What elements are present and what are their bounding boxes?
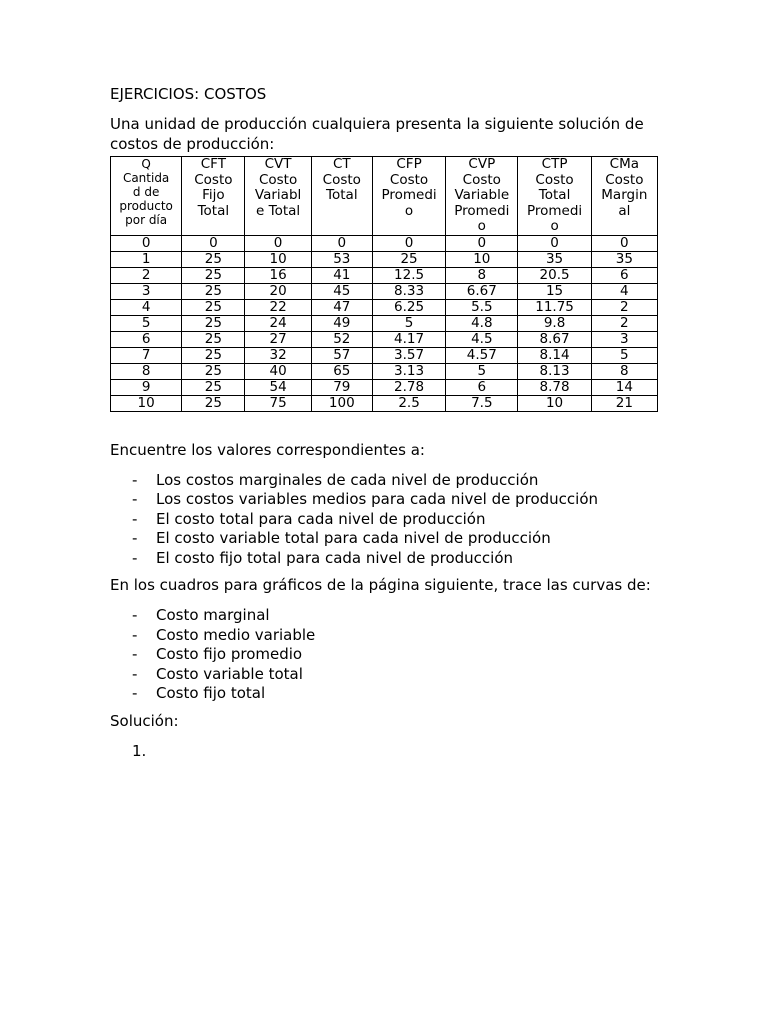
table-cell: 0 [111, 235, 182, 251]
table-row [111, 363, 658, 379]
table-cell: 79 [311, 379, 372, 395]
table-cell: 24 [245, 315, 311, 331]
list-item-text: Los costos variables medios para cada nivel de producción [156, 490, 599, 508]
table-header-cell: CT Costo Total [311, 157, 372, 236]
table-cell: 32 [245, 347, 311, 363]
table-cell: 0 [182, 235, 245, 251]
table-cell: 5.5 [446, 299, 518, 315]
table-cell: 6 [591, 267, 657, 283]
table-row [111, 331, 658, 347]
list-item-text: Costo fijo total [156, 684, 266, 702]
list-item [110, 509, 670, 529]
table-cell: 25 [182, 283, 245, 299]
list-item-text: El costo fijo total para cada nivel de producción [156, 548, 514, 567]
table-header-row [111, 157, 658, 236]
table-cell: 6 [446, 379, 518, 395]
table-cell: 25 [182, 299, 245, 315]
table-cell: 10 [518, 395, 591, 411]
table-cell: 25 [182, 251, 245, 267]
table-cell: 41 [311, 267, 372, 283]
table-cell: 7 [111, 347, 182, 363]
table-cell: 16 [245, 267, 311, 283]
table-cell: 10 [245, 251, 311, 267]
table-cell: 2.5 [372, 395, 445, 411]
list-item-text: El costo total para cada nivel de producción [156, 509, 486, 528]
table-cell: 100 [311, 395, 372, 411]
table-cell: 8 [446, 267, 518, 283]
table-cell: 0 [245, 235, 311, 251]
dash-bullet: - [132, 548, 138, 567]
table-cell: 0 [591, 235, 657, 251]
table-cell: 53 [311, 251, 372, 267]
list-item [110, 470, 670, 490]
solution-label: Solución: [110, 711, 179, 730]
table-row [111, 347, 658, 363]
table-cell: 20.5 [518, 267, 591, 283]
table-cell: 21 [591, 395, 657, 411]
table-cell: 25 [182, 331, 245, 347]
list-item [110, 528, 670, 548]
table-cell: 6.67 [446, 283, 518, 299]
table-cell: 2 [111, 267, 182, 283]
dash-bullet: - [132, 509, 138, 528]
table-cell: 25 [182, 267, 245, 283]
table-cell: 25 [182, 363, 245, 379]
table-header-cell: CFT Costo Fijo Total [182, 157, 245, 236]
table-row [111, 235, 658, 251]
table-cell: 8.78 [518, 379, 591, 395]
table-cell: 25 [182, 379, 245, 395]
table-header-cell: CMa Costo Margin al [591, 157, 657, 236]
table-cell: 3.13 [372, 363, 445, 379]
table-row [111, 315, 658, 331]
table-cell: 25 [182, 315, 245, 331]
table-cell: 15 [518, 283, 591, 299]
table-cell: 25 [372, 251, 445, 267]
list-item-text: Costo variable total [156, 664, 303, 683]
table-cell: 35 [518, 251, 591, 267]
list-item [110, 548, 670, 568]
table-cell: 12.5 [372, 267, 445, 283]
table-row [111, 283, 658, 299]
dash-bullet: - [132, 529, 138, 547]
table-cell: 1 [111, 251, 182, 267]
curves-intro: En los cuadros para gráficos de la página siguiente, trace las curvas de: [110, 576, 651, 594]
table-body [111, 235, 658, 411]
table-header-cell: Q Cantida d de producto por día [111, 157, 182, 236]
table-header-cell: CVP Costo Variable Promedi o [446, 157, 518, 236]
table-row [111, 299, 658, 315]
table-cell: 45 [311, 283, 372, 299]
table-cell: 4.5 [446, 331, 518, 347]
list-item [110, 683, 670, 703]
table-cell: 6.25 [372, 299, 445, 315]
table-cell: 4 [591, 283, 657, 299]
dash-bullet: - [132, 645, 138, 663]
table-header-cell: CFP Costo Promedi o [372, 157, 445, 236]
solution-list [110, 741, 670, 761]
document-page [110, 84, 670, 761]
table-cell: 54 [245, 379, 311, 395]
table-cell: 2 [591, 315, 657, 331]
table-cell: 49 [311, 315, 372, 331]
table-cell: 5 [372, 315, 445, 331]
table-cell: 8 [591, 363, 657, 379]
dash-bullet: - [132, 664, 138, 683]
dash-bullet: - [132, 606, 138, 624]
table-cell: 5 [111, 315, 182, 331]
solution-item: 1. [132, 741, 147, 760]
table-cell: 2.78 [372, 379, 445, 395]
table-cell: 25 [182, 347, 245, 363]
table-cell: 8.33 [372, 283, 445, 299]
table-row [111, 395, 658, 411]
list-item [110, 489, 670, 509]
table-cell: 10 [446, 251, 518, 267]
list-item [110, 625, 670, 645]
table-cell: 40 [245, 363, 311, 379]
table-cell: 8.67 [518, 331, 591, 347]
table-cell: 0 [446, 235, 518, 251]
intro-paragraph: Una unidad de producción cualquiera presenta la siguiente solución de costos de producción: [110, 115, 644, 153]
table-cell: 10 [111, 395, 182, 411]
table-cell: 20 [245, 283, 311, 299]
table-cell: 4 [111, 299, 182, 315]
table-cell: 25 [182, 395, 245, 411]
table-header-cell: CTP Costo Total Promedi o [518, 157, 591, 236]
table-cell: 52 [311, 331, 372, 347]
table-cell: 65 [311, 363, 372, 379]
table-cell: 0 [311, 235, 372, 251]
table-cell: 11.75 [518, 299, 591, 315]
table-cell: 14 [591, 379, 657, 395]
table-cell: 57 [311, 347, 372, 363]
table-cell: 47 [311, 299, 372, 315]
list-item [110, 664, 670, 684]
table-cell: 0 [518, 235, 591, 251]
list-item-text: Los costos marginales de cada nivel de producción [156, 470, 539, 489]
table-cell: 7.5 [446, 395, 518, 411]
table-cell: 5 [591, 347, 657, 363]
list-item-text: Costo fijo promedio [156, 645, 303, 663]
table-cell: 22 [245, 299, 311, 315]
dash-bullet: - [132, 490, 138, 508]
table-cell: 5 [446, 363, 518, 379]
list-item-text: El costo variable total para cada nivel de producción [156, 529, 551, 547]
table-cell: 8.13 [518, 363, 591, 379]
cost-table [110, 156, 658, 412]
table-cell: 8 [111, 363, 182, 379]
table-cell: 3 [591, 331, 657, 347]
table-row [111, 251, 658, 267]
table-row [111, 379, 658, 395]
table-row [111, 267, 658, 283]
table-cell: 8.14 [518, 347, 591, 363]
table-cell: 6 [111, 331, 182, 347]
dash-bullet: - [132, 625, 138, 644]
table-cell: 9 [111, 379, 182, 395]
table-header-cell: CVT Costo Variabl e Total [245, 157, 311, 236]
find-list [110, 470, 670, 568]
list-item-text: Costo medio variable [156, 625, 316, 644]
table-cell: 75 [245, 395, 311, 411]
table-cell: 3 [111, 283, 182, 299]
table-cell: 35 [591, 251, 657, 267]
find-intro: Encuentre los valores correspondientes a: [110, 440, 425, 459]
document-title: EJERCICIOS: COSTOS [110, 85, 267, 103]
table-cell: 2 [591, 299, 657, 315]
dash-bullet: - [132, 470, 138, 489]
table-cell: 4.17 [372, 331, 445, 347]
table-cell: 0 [372, 235, 445, 251]
curve-list [110, 605, 670, 703]
list-item-text: Costo marginal [156, 606, 270, 624]
list-item [110, 605, 670, 625]
table-cell: 3.57 [372, 347, 445, 363]
dash-bullet: - [132, 684, 138, 702]
table-cell: 27 [245, 331, 311, 347]
table-cell: 4.8 [446, 315, 518, 331]
table-cell: 9.8 [518, 315, 591, 331]
list-item [110, 644, 670, 664]
table-cell: 4.57 [446, 347, 518, 363]
